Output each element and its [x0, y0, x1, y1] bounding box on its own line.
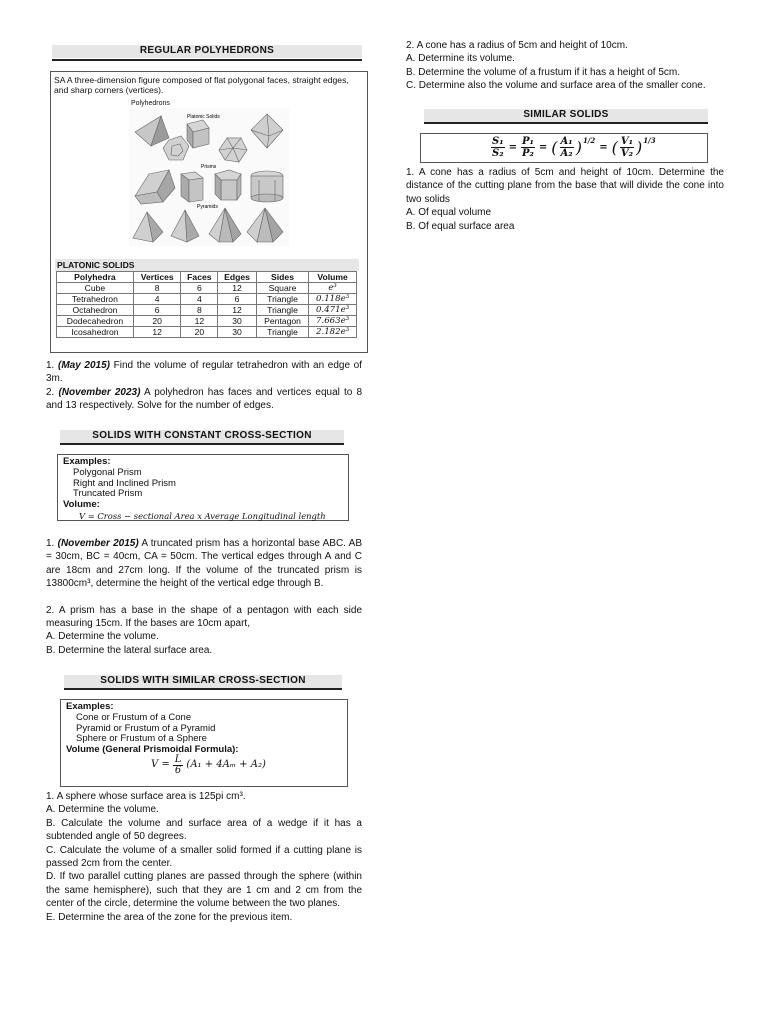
cell: 2.182e³	[309, 327, 357, 338]
similar-solids-formula: $\frac{\text{S₁}}{\text{S₂}}$ = $\frac{\text{P₁}}{\text{P₂}}$ = ( A₁ A₂ ) $^{1/2}$ = ( V₁ V₂ ) $^{1/3}$	[492, 136, 656, 159]
q-text: A polyhedron has faces and vertices equal to 8 and 13 respectively. Solve for the number of edges.	[46, 386, 363, 412]
similar-cross-examples-box	[60, 699, 348, 787]
ratio-s	[491, 136, 505, 159]
cell: 4	[133, 294, 181, 305]
cell: Triangle	[256, 294, 308, 305]
platonic-solids-table	[56, 271, 357, 338]
regular-question-2	[46, 386, 362, 413]
v2: V₂	[620, 148, 634, 159]
col-volume: Volume	[309, 272, 357, 283]
section-title-regular-polyhedrons: REGULAR POLYHEDRONS	[139, 45, 275, 56]
example-item: Sphere or Frustum of a Sphere	[76, 733, 207, 745]
cell: 0.471e³	[309, 305, 357, 316]
volume-label: Volume (General Prismoidal Formula):	[66, 744, 239, 756]
diagram-label-platonic: Platonic Solids	[187, 114, 220, 120]
polyhedron-figure-box	[50, 71, 368, 353]
formula-lhs: V =	[151, 759, 170, 771]
cell: 4	[181, 294, 218, 305]
constant-examples-box	[57, 454, 349, 521]
example-item: Cone or Frustum of a Cone	[76, 711, 192, 723]
formula-den: 6	[174, 765, 182, 776]
volume-formula: V = Cross − sectional Area x Average Longitudinal length	[79, 510, 326, 521]
cell: 30	[218, 327, 257, 338]
q-num: 1.	[46, 360, 55, 371]
section-title-similar-cross-section: SOLIDS WITH SIMILAR CROSS-SECTION	[100, 675, 306, 686]
diagram-label-polyhedrons: Polyhedrons	[131, 100, 170, 107]
sphere-question-1: 1. A sphere whose surface area is 125pi cm³.	[46, 791, 246, 802]
sphere-item-c: C. Calculate the volume of a smaller solid formed if a cutting plane is passed 2cm from the center.	[46, 844, 362, 870]
q-tag: (November 2015)	[57, 538, 139, 549]
cone-item-c: C. Determine also the volume and surface area of the smaller cone.	[406, 80, 706, 92]
similar-cross-questions	[46, 790, 362, 924]
volume-label: Volume:	[63, 499, 100, 511]
p1: P₁	[522, 136, 534, 147]
header-underline	[52, 59, 362, 61]
cell: Triangle	[256, 327, 308, 338]
example-item: Polygonal Prism	[73, 466, 142, 478]
cell: 12	[181, 316, 218, 327]
header-underline	[424, 122, 708, 124]
q-text: Find the volume of regular tetrahedron with an edge of 3m.	[46, 360, 363, 385]
similar-solids-formula-box	[420, 133, 708, 163]
a1: A₁	[560, 136, 573, 147]
cell: Icosahedron	[57, 327, 134, 338]
diagram-label-prisms: Prisms	[201, 164, 217, 170]
cell: Square	[256, 283, 308, 294]
a2: A₂	[560, 148, 573, 159]
exp-third: 1/3	[643, 136, 656, 145]
header-underline	[60, 443, 344, 445]
similar-item-b: B. Of equal surface area	[406, 220, 515, 232]
platonic-table-title: PLATONIC SOLIDS	[55, 259, 359, 271]
cell: 12	[218, 305, 257, 316]
col-vertices: Vertices	[133, 272, 181, 283]
cell: Pentagon	[256, 316, 308, 327]
ratio-v	[620, 136, 634, 159]
section-title-similar-solids: SIMILAR SOLIDS	[523, 109, 609, 120]
cone-item-a: A. Determine its volume.	[406, 53, 515, 65]
table-row	[57, 283, 357, 294]
cone-item-b: B. Determine the volume of a frustum if it has a height of 5cm.	[406, 66, 681, 78]
cone-question	[406, 39, 726, 93]
definition-text: SA A three-dimension figure composed of flat polygonal faces, straight edges, and sharp corners (vertices).	[54, 75, 349, 95]
s1: S₁	[492, 136, 504, 147]
p2: P₂	[522, 148, 534, 159]
cell: Cube	[57, 283, 134, 294]
prismoidal-formula	[151, 755, 266, 776]
cell: 20	[133, 316, 181, 327]
constant-question-2b: B. Determine the lateral surface area.	[46, 644, 213, 656]
q-num: 1.	[46, 538, 55, 549]
similar-solids-questions	[406, 166, 724, 233]
square-prism-shape	[181, 172, 203, 202]
cell: 0.118e³	[309, 294, 357, 305]
table-row	[57, 316, 357, 327]
constant-question-2a: A. Determine the volume.	[46, 631, 159, 643]
sphere-item-b: B. Calculate the volume and surface area of a wedge if it has a subtended angle of 50 degrees.	[46, 817, 362, 843]
cell: Dodecahedron	[57, 316, 134, 327]
header-underline	[64, 688, 342, 690]
table-row	[57, 294, 357, 305]
section-title-constant-cross-section: SOLIDS WITH CONSTANT CROSS-SECTION	[92, 430, 312, 441]
constant-question-1	[46, 537, 362, 591]
example-item: Pyramid or Frustum of a Pyramid	[76, 722, 216, 734]
cell: 6	[181, 283, 218, 294]
cone-question-2: 2. A cone has a radius of 5cm and height of 10cm.	[406, 40, 628, 51]
examples-label: Examples:	[66, 701, 114, 712]
cell: 8	[133, 283, 181, 294]
col-polyhedra: Polyhedra	[57, 272, 134, 283]
exp-half: 1/2	[582, 136, 596, 145]
hexagonal-prism-shape	[251, 171, 283, 202]
regular-question-1	[46, 359, 362, 386]
q-text: A truncated prism has a horizontal base ABC. AB = 30cm, BC = 40cm, CA = 50cm. The vertical edges through A and C are 18cm and 27cm long. If the volume of the truncated prism is 13800cm³, determine the height of the vertical edge through B.	[46, 538, 363, 590]
cell: 6	[133, 305, 181, 316]
constant-question-2: 2. A prism has a base in the shape of a pentagon with each side measuring 15cm. If the bases are 10cm apart,	[46, 604, 362, 630]
s2: S₂	[492, 148, 504, 159]
col-edges: Edges	[218, 272, 257, 283]
ratio-p	[521, 136, 535, 159]
polyhedron-diagram	[129, 108, 289, 246]
sphere-item-d: D. If two parallel cutting planes are passed through the sphere (within the same hemisphere), such that they are 1 cm and 2 cm from the center of the circle, determine the volume between the two planes.	[46, 871, 362, 910]
cell: Octahedron	[57, 305, 134, 316]
cell: e³	[309, 283, 357, 294]
cell: 12	[133, 327, 181, 338]
similar-question-1: 1. A cone has a radius of 5cm and height of 10cm. Determine the distance of the cutting plane from the base that will divide the cone into two solids	[406, 167, 724, 205]
cell: 30	[218, 316, 257, 327]
constant-questions	[46, 537, 362, 657]
diagram-label-pyramids: Pyramids	[197, 204, 218, 210]
sphere-item-e: E. Determine the area of the zone for the previous item.	[46, 911, 293, 923]
q-num: 2.	[46, 386, 55, 398]
q-tag: (May 2015)	[57, 360, 110, 371]
v1: V₁	[620, 136, 634, 147]
cell: 7.663e³	[309, 316, 357, 327]
cell: 8	[181, 305, 218, 316]
col-sides: Sides	[256, 272, 308, 283]
formula-rhs: (A₁ + 4Aₘ + A₂)	[186, 759, 266, 771]
cell: 12	[218, 283, 257, 294]
cell: 6	[218, 294, 257, 305]
table-row	[57, 305, 357, 316]
table-header-row	[57, 272, 357, 283]
cell: 20	[181, 327, 218, 338]
formula-num: L	[174, 754, 182, 765]
similar-item-a: A. Of equal volume	[406, 207, 492, 219]
cell: Triangle	[256, 305, 308, 316]
q-tag: (November 2023)	[58, 386, 141, 398]
col-faces: Faces	[181, 272, 218, 283]
example-item: Truncated Prism	[73, 488, 143, 500]
cube-shape	[187, 120, 209, 148]
ratio-a	[560, 136, 574, 159]
example-item: Right and Inclined Prism	[73, 477, 176, 489]
regular-questions	[46, 359, 362, 413]
table-row	[57, 327, 357, 338]
pentagonal-prism-shape	[215, 170, 241, 200]
cell: Tetrahedron	[57, 294, 134, 305]
examples-label: Examples:	[63, 456, 111, 467]
sphere-item-a: A. Determine the volume.	[46, 804, 159, 816]
formula-fraction	[173, 755, 184, 776]
